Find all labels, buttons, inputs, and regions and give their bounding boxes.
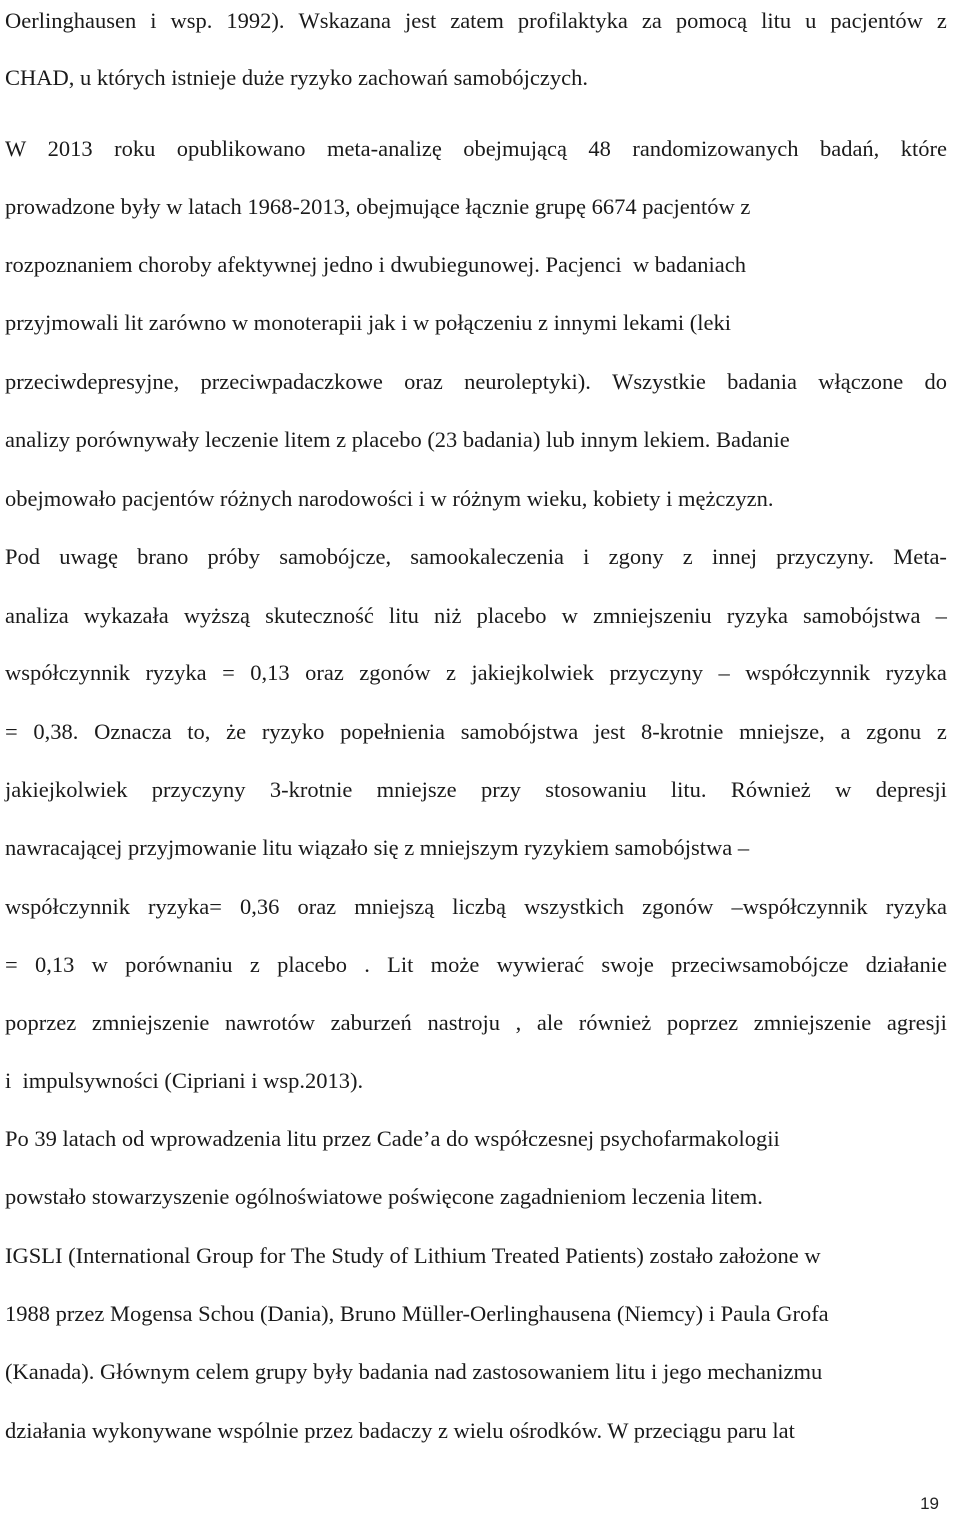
text-line: działania wykonywane wspólnie przez badaczy z wielu ośrodków. W przeciągu paru lat: [5, 1418, 795, 1443]
text-line: jakiejkolwiek przyczyny 3-krotnie mniejsze przy stosowaniu litu. Również w depresji: [5, 777, 947, 802]
text-line: współczynnik ryzyka= 0,36 oraz mniejszą liczbą wszystkich zgonów –współczynnik ryzyka: [5, 894, 947, 919]
text-line: przyjmowali lit zarówno w monoterapii jak i w połączeniu z innymi lekami (leki: [5, 310, 732, 335]
text-line: powstało stowarzyszenie ogólnoświatowe poświęcone zagadnieniom leczenia litem.: [5, 1184, 763, 1209]
text-line: (Kanada). Głównym celem grupy były badania nad zastosowaniem litu i jego mechanizmu: [5, 1359, 823, 1384]
text-line: współczynnik ryzyka = 0,13 oraz zgonów z jakiejkolwiek przyczyny – współczynnik ryzyka: [5, 660, 947, 685]
text-line: = 0,13 w porównaniu z placebo . Lit może wywierać swoje przeciwsamobójcze działanie: [5, 952, 947, 977]
text-line: 1988 przez Mogensa Schou (Dania), Bruno Müller-Oerlinghausena (Niemcy) i Paula Grofa: [5, 1301, 829, 1326]
text-line: = 0,38. Oznacza to, że ryzyko popełnienia samobójstwa jest 8-krotnie mniejsze, a zgonu z: [5, 719, 947, 744]
text-line: prowadzone były w latach 1968-2013, obejmujące łącznie grupę 6674 pacjentów z: [5, 194, 751, 219]
text-line: CHAD, u których istnieje duże ryzyko zachowań samobójczych.: [5, 65, 588, 90]
text-line: i impulsywności (Cipriani i wsp.2013).: [5, 1068, 364, 1093]
text-line: Po 39 latach od wprowadzenia litu przez Cade’a do współczesnej psychofarmakologii: [5, 1126, 780, 1151]
text-line: Oerlinghausen i wsp. 1992). Wskazana jest zatem profilaktyka za pomocą litu u pacjentów z: [5, 8, 947, 33]
text-line: W 2013 roku opublikowano meta-analizę obejmującą 48 randomizowanych badań, które: [5, 136, 947, 161]
page-number: 19: [920, 1494, 939, 1513]
text-line: analiza wykazała wyższą skuteczność litu niż placebo w zmniejszeniu ryzyka samobójstwa –: [5, 603, 947, 628]
text-line: rozpoznaniem choroby afektywnej jedno i dwubiegunowej. Pacjenci w badaniach: [5, 252, 746, 277]
text-line: IGSLI (International Group for The Study of Lithium Treated Patients) zostało założone w: [5, 1243, 821, 1268]
text-line: przeciwdepresyjne, przeciwpadaczkowe oraz neuroleptyki). Wszystkie badania włączone do: [5, 369, 947, 394]
text-line: Pod uwagę brano próby samobójcze, samookaleczenia i zgony z innej przyczyny. Meta-: [5, 544, 947, 569]
text-line: poprzez zmniejszenie nawrotów zaburzeń nastroju , ale również poprzez zmniejszenie agresji: [5, 1010, 947, 1035]
text-line: obejmowało pacjentów różnych narodowości i w różnym wieku, kobiety i mężczyzn.: [5, 486, 774, 511]
text-line: nawracającej przyjmowanie litu wiązało się z mniejszym ryzykiem samobójstwa –: [5, 835, 750, 860]
text-line: analizy porównywały leczenie litem z placebo (23 badania) lub innym lekiem. Badanie: [5, 427, 790, 452]
